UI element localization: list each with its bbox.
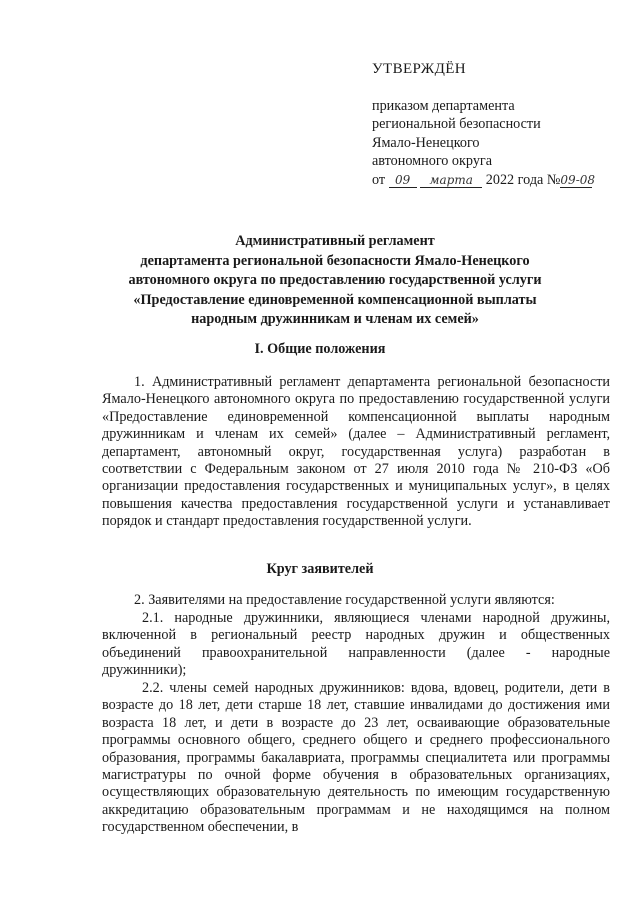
approval-line-3: Ямало-Ненецкого [372, 134, 480, 151]
approval-line-2: региональной безопасности [372, 116, 541, 132]
approval-heading: УТВЕРЖДЁН [372, 61, 467, 77]
title-line-2: департамента региональной безопасности Ямало-Ненецкого [140, 252, 530, 269]
approval-date-line [372, 171, 622, 190]
handwritten-day: 09 [389, 173, 417, 188]
section-heading-applicants: Круг заявителей [266, 561, 374, 577]
paragraph-1: 1. Административный регламент департамента региональной безопасности Ямало-Ненецкого автономного округа по предоставлению государственной услуги «Предоставление единовременной компенсационной выплаты народным дружинникам и членам их семей» (далее – Административный регламент, департамент, автономный округ, государственная услуга) разработан в соответствии с Федеральным законом от 27 июля 2010 года № 210-ФЗ «Об организации предоставления государственных и муниципальных услуг», в целях повышения качества предоставления государственной услуги и устанавливает порядок и стандарт предоставления государственной услуги. [102, 374, 610, 530]
title-line-3: автономного округа по предоставлению государственной услуги [128, 272, 542, 288]
handwritten-month: марта [420, 173, 482, 188]
approval-block [372, 60, 622, 189]
title-line-1: Административный регламент [235, 233, 435, 249]
approval-line-4: автономного округа [372, 153, 493, 169]
approval-line-1: приказом департамента [372, 97, 515, 114]
handwritten-order-number: 09-08 [560, 172, 596, 187]
paragraph-2: 2. Заявителями на предоставление государственной услуги являются: [134, 592, 555, 608]
title-line-4: «Предоставление единовременной компенсационной выплаты [133, 291, 537, 308]
section-heading-general: I. Общие положения [254, 341, 386, 357]
date-year: 2022 года № [485, 171, 561, 188]
document-title [90, 232, 580, 330]
paragraph-2-1: 2.1. народные дружинники, являющиеся членами народной дружины, включенной в региональный реестр народных дружин и общественных объединений правоохранительной направленности (далее - народные дружинники); [102, 610, 610, 679]
title-line-5: народным дружинникам и членам их семей» [191, 311, 479, 327]
paragraph-2-2: 2.2. члены семей народных дружинников: вдова, вдовец, родители, дети в возрасте до 18 лет, дети старше 18 лет, ставшие инвалидами до достижения ими возраста 18 лет, и дети в возрасте до 23 лет, осваивающие образовательные программы основного общего, среднего общего и среднего профессионального образования, программы бакалавриата, программы специалитета или программы магистратуры по очной форме обучения в образовательных организациях, осуществляющих образовательную деятельность по имеющим государственную аккредитацию образовательным программам и не находящимся на полном государственном обеспечении, в [102, 680, 610, 836]
date-prefix: от [372, 171, 386, 188]
